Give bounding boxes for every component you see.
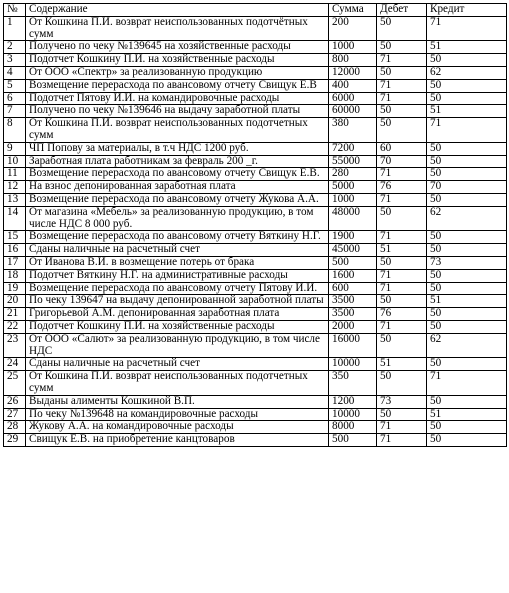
debit-account-cell: 71 [377,79,427,92]
table-row [4,320,507,333]
row-number-cell: 6 [4,92,26,105]
description-cell: Сданы наличные на расчетный счет [26,358,329,371]
description-cell: Сданы наличные на расчетный счет [26,244,329,257]
table-row [4,371,507,396]
table-row [4,269,507,282]
amount-cell: 16000 [329,333,377,358]
debit-account-cell: 50 [377,371,427,396]
credit-account-cell: 51 [427,41,507,54]
description-cell: Свищук Е.В. на приобретение канцтоваров [26,434,329,447]
amount-cell: 1000 [329,193,377,206]
debit-account-cell: 71 [377,421,427,434]
debit-account-cell: 71 [377,282,427,295]
description-cell: Получено по чеку №139645 на хозяйственные расходы [26,41,329,54]
description-cell: От Иванова В.И. в возмещение потерь от брака [26,256,329,269]
row-number-cell: 26 [4,395,26,408]
table-row [4,16,507,41]
amount-cell: 10000 [329,358,377,371]
table-row [4,231,507,244]
credit-account-cell: 71 [427,371,507,396]
description-cell: Подотчет Вяткину Н.Г. на административные расходы [26,269,329,282]
credit-account-cell: 50 [427,244,507,257]
amount-cell: 10000 [329,408,377,421]
description-cell: ЧП Попову за материалы, в т.ч НДС 1200 руб. [26,142,329,155]
credit-account-cell: 51 [427,295,507,308]
credit-account-cell: 50 [427,421,507,434]
credit-account-cell: 50 [427,54,507,67]
debit-account-cell: 71 [377,92,427,105]
description-cell: От Кошкина П.И. возврат неиспользованных подотчетных сумм [26,118,329,143]
description-cell: Возмещение перерасхода по авансовому отчету Свищук Е.В. [26,168,329,181]
row-number-cell: 20 [4,295,26,308]
debit-account-cell: 71 [377,193,427,206]
header-credit: Кредит [427,4,507,17]
description-cell: Подотчет Кошкину П.И. на хозяйственные расходы [26,54,329,67]
credit-account-cell: 70 [427,181,507,194]
debit-account-cell: 76 [377,308,427,321]
table-row [4,434,507,447]
table-row [4,168,507,181]
debit-account-cell: 71 [377,269,427,282]
debit-account-cell: 70 [377,155,427,168]
debit-account-cell: 73 [377,395,427,408]
row-number-cell: 13 [4,193,26,206]
description-cell: От магазина «Мебель» за реализованную продукцию, в том числе НДС 8 000 руб. [26,206,329,231]
table-row [4,142,507,155]
debit-account-cell: 76 [377,181,427,194]
debit-account-cell: 50 [377,66,427,79]
description-cell: От ООО «Салют» за реализованную продукцию, в том числе НДС [26,333,329,358]
row-number-cell: 7 [4,105,26,118]
description-cell: Получено по чеку №139646 на выдачу заработной платы [26,105,329,118]
debit-account-cell: 50 [377,295,427,308]
amount-cell: 3500 [329,295,377,308]
table-row [4,256,507,269]
row-number-cell: 11 [4,168,26,181]
credit-account-cell: 62 [427,206,507,231]
amount-cell: 500 [329,256,377,269]
row-number-cell: 4 [4,66,26,79]
credit-account-cell: 62 [427,333,507,358]
amount-cell: 200 [329,16,377,41]
row-number-cell: 25 [4,371,26,396]
debit-account-cell: 71 [377,231,427,244]
amount-cell: 600 [329,282,377,295]
ledger-table [3,3,507,447]
row-number-cell: 5 [4,79,26,92]
table-row [4,79,507,92]
row-number-cell: 12 [4,181,26,194]
table-row [4,193,507,206]
table-row [4,244,507,257]
table-row [4,105,507,118]
amount-cell: 800 [329,54,377,67]
credit-account-cell: 62 [427,66,507,79]
amount-cell: 400 [329,79,377,92]
header-num: № [4,4,26,17]
debit-account-cell: 50 [377,206,427,231]
table-header-row [4,4,507,17]
row-number-cell: 16 [4,244,26,257]
credit-account-cell: 50 [427,168,507,181]
credit-account-cell: 73 [427,256,507,269]
row-number-cell: 24 [4,358,26,371]
debit-account-cell: 60 [377,142,427,155]
amount-cell: 1000 [329,41,377,54]
table-row [4,92,507,105]
table-row [4,421,507,434]
table-row [4,206,507,231]
amount-cell: 7200 [329,142,377,155]
description-cell: От Кошкина П.И. возврат неиспользованных подотчётных сумм [26,16,329,41]
row-number-cell: 18 [4,269,26,282]
row-number-cell: 1 [4,16,26,41]
credit-account-cell: 50 [427,92,507,105]
row-number-cell: 22 [4,320,26,333]
table-row [4,41,507,54]
amount-cell: 380 [329,118,377,143]
amount-cell: 5000 [329,181,377,194]
credit-account-cell: 50 [427,320,507,333]
header-debit: Дебет [377,4,427,17]
description-cell: Возмещение перерасхода по авансовому отчету Пятову И.И. [26,282,329,295]
row-number-cell: 29 [4,434,26,447]
row-number-cell: 14 [4,206,26,231]
table-body [4,16,507,446]
description-cell: От ООО «Спектр» за реализованную продукцию [26,66,329,79]
description-cell: Григорьевой А.М. депонированная заработная плата [26,308,329,321]
table-row [4,155,507,168]
amount-cell: 6000 [329,92,377,105]
header-description: Содержание [26,4,329,17]
credit-account-cell: 50 [427,269,507,282]
credit-account-cell: 50 [427,231,507,244]
description-cell: Возмещение перерасхода по авансовому отчету Жукова А.А. [26,193,329,206]
description-cell: Подотчет Пятову И.И. на командировочные расходы [26,92,329,105]
description-cell: Возмещение перерасхода по авансовому отчету Вяткину Н.Г. [26,231,329,244]
amount-cell: 45000 [329,244,377,257]
description-cell: От Кошкина П.И. возврат неиспользованных подотчетных сумм [26,371,329,396]
row-number-cell: 21 [4,308,26,321]
credit-account-cell: 50 [427,142,507,155]
table-row [4,66,507,79]
table-row [4,308,507,321]
amount-cell: 3500 [329,308,377,321]
debit-account-cell: 71 [377,434,427,447]
debit-account-cell: 50 [377,118,427,143]
debit-account-cell: 71 [377,168,427,181]
row-number-cell: 15 [4,231,26,244]
table-row [4,358,507,371]
debit-account-cell: 50 [377,333,427,358]
header-amount: Сумма [329,4,377,17]
credit-account-cell: 51 [427,408,507,421]
credit-account-cell: 50 [427,79,507,92]
debit-account-cell: 51 [377,244,427,257]
debit-account-cell: 50 [377,105,427,118]
amount-cell: 55000 [329,155,377,168]
credit-account-cell: 50 [427,155,507,168]
table-row [4,118,507,143]
description-cell: По чеку №139648 на командировочные расходы [26,408,329,421]
credit-account-cell: 50 [427,193,507,206]
debit-account-cell: 50 [377,256,427,269]
row-number-cell: 17 [4,256,26,269]
description-cell: Заработная плата работникам за февраль 200 _г. [26,155,329,168]
debit-account-cell: 71 [377,54,427,67]
table-row [4,54,507,67]
table-row [4,181,507,194]
row-number-cell: 3 [4,54,26,67]
amount-cell: 2000 [329,320,377,333]
description-cell: Выданы алименты Кошкиной В.П. [26,395,329,408]
credit-account-cell: 71 [427,118,507,143]
amount-cell: 8000 [329,421,377,434]
table-row [4,408,507,421]
amount-cell: 500 [329,434,377,447]
credit-account-cell: 50 [427,434,507,447]
credit-account-cell: 51 [427,105,507,118]
row-number-cell: 2 [4,41,26,54]
table-row [4,333,507,358]
credit-account-cell: 50 [427,358,507,371]
amount-cell: 350 [329,371,377,396]
credit-account-cell: 71 [427,16,507,41]
debit-account-cell: 51 [377,358,427,371]
table-row [4,395,507,408]
debit-account-cell: 50 [377,408,427,421]
description-cell: По чеку 139647 на выдачу депонированной заработной платы [26,295,329,308]
credit-account-cell: 50 [427,282,507,295]
table-row [4,282,507,295]
amount-cell: 1600 [329,269,377,282]
description-cell: Жукову А.А. на командировочные расходы [26,421,329,434]
debit-account-cell: 50 [377,16,427,41]
amount-cell: 280 [329,168,377,181]
amount-cell: 1200 [329,395,377,408]
credit-account-cell: 50 [427,308,507,321]
description-cell: На взнос депонированная заработная плата [26,181,329,194]
description-cell: Подотчет Кошкину П.И. на хозяйственные расходы [26,320,329,333]
debit-account-cell: 50 [377,41,427,54]
row-number-cell: 8 [4,118,26,143]
amount-cell: 1900 [329,231,377,244]
description-cell: Возмещение перерасхода по авансовому отчету Свищук Е.В [26,79,329,92]
row-number-cell: 28 [4,421,26,434]
amount-cell: 48000 [329,206,377,231]
row-number-cell: 23 [4,333,26,358]
amount-cell: 60000 [329,105,377,118]
debit-account-cell: 71 [377,320,427,333]
credit-account-cell: 50 [427,395,507,408]
row-number-cell: 9 [4,142,26,155]
row-number-cell: 19 [4,282,26,295]
row-number-cell: 27 [4,408,26,421]
table-row [4,295,507,308]
amount-cell: 12000 [329,66,377,79]
row-number-cell: 10 [4,155,26,168]
